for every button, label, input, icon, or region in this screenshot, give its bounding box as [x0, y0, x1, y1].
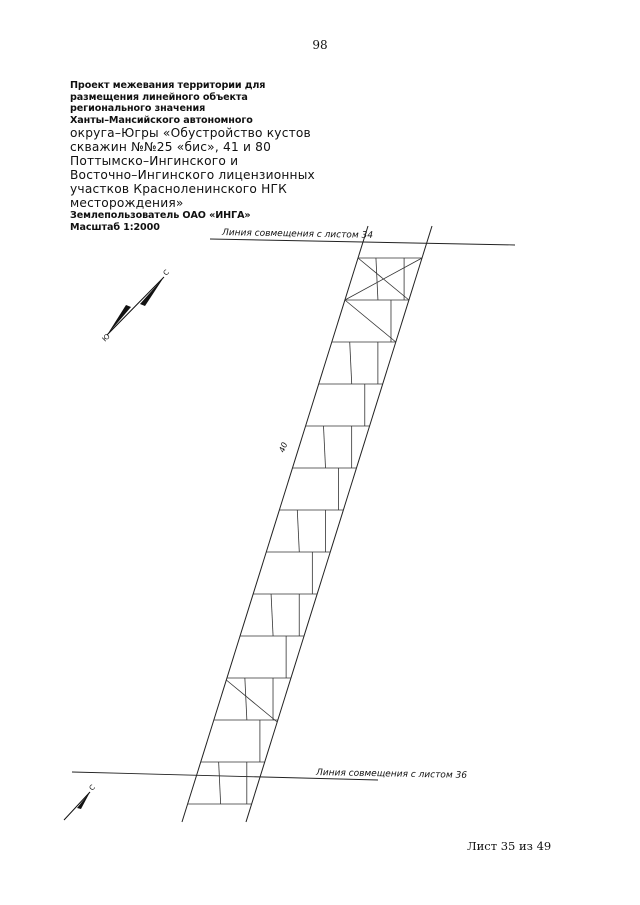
- land-user: Землепользователь ОАО «ИНГА»: [70, 210, 251, 222]
- match-line-top-label: Линия совмещения с листом 34: [221, 228, 374, 241]
- legend-line: Поттымско–Ингинского и: [70, 154, 239, 169]
- drawing-scale: Масштаб 1:2000: [70, 221, 160, 233]
- corridor-label: 40: [277, 441, 290, 454]
- match-line-bottom-label: Линия совмещения с листом 36: [315, 768, 468, 781]
- north-arrow-bottom: [64, 792, 90, 820]
- sheet-footer: Лист 35 из 49: [467, 839, 552, 853]
- hatch-line: [219, 762, 221, 804]
- hatch-line: [376, 258, 378, 300]
- north-label-top: С: [161, 268, 171, 278]
- hatch-line: [245, 678, 247, 720]
- corridor-left-boundary: [182, 226, 368, 822]
- hatch-line: [226, 680, 277, 722]
- legend-line: регионального значения: [70, 103, 206, 115]
- corridor-right-boundary: [246, 226, 432, 822]
- legend-line: размещения линейного объекта: [70, 91, 248, 103]
- legend-line: месторождения»: [70, 196, 184, 211]
- north-arrow-top: [107, 277, 164, 335]
- north-label-bottom: С: [87, 783, 97, 793]
- legend-line: Ханты–Мансийского автономного: [70, 114, 253, 126]
- page-number: 98: [312, 38, 328, 52]
- hatch-line: [297, 510, 299, 552]
- hatch-line: [350, 342, 352, 384]
- legend-line: Проект межевания территории для: [70, 80, 266, 91]
- corridor-hatch: [188, 258, 422, 804]
- south-label-top: Ю: [100, 332, 112, 344]
- legend-line: округа–Югры «Обустройство кустов: [70, 126, 311, 141]
- hatch-line: [271, 594, 273, 636]
- legend-line: Восточно–Ингинского лицензионных: [70, 168, 315, 183]
- legend-line: скважин №№25 «бис», 41 и 80: [70, 140, 272, 155]
- hatch-line: [324, 426, 326, 468]
- hatch-line: [345, 300, 396, 342]
- legend-line: участков Красноленинского НГК: [70, 182, 287, 197]
